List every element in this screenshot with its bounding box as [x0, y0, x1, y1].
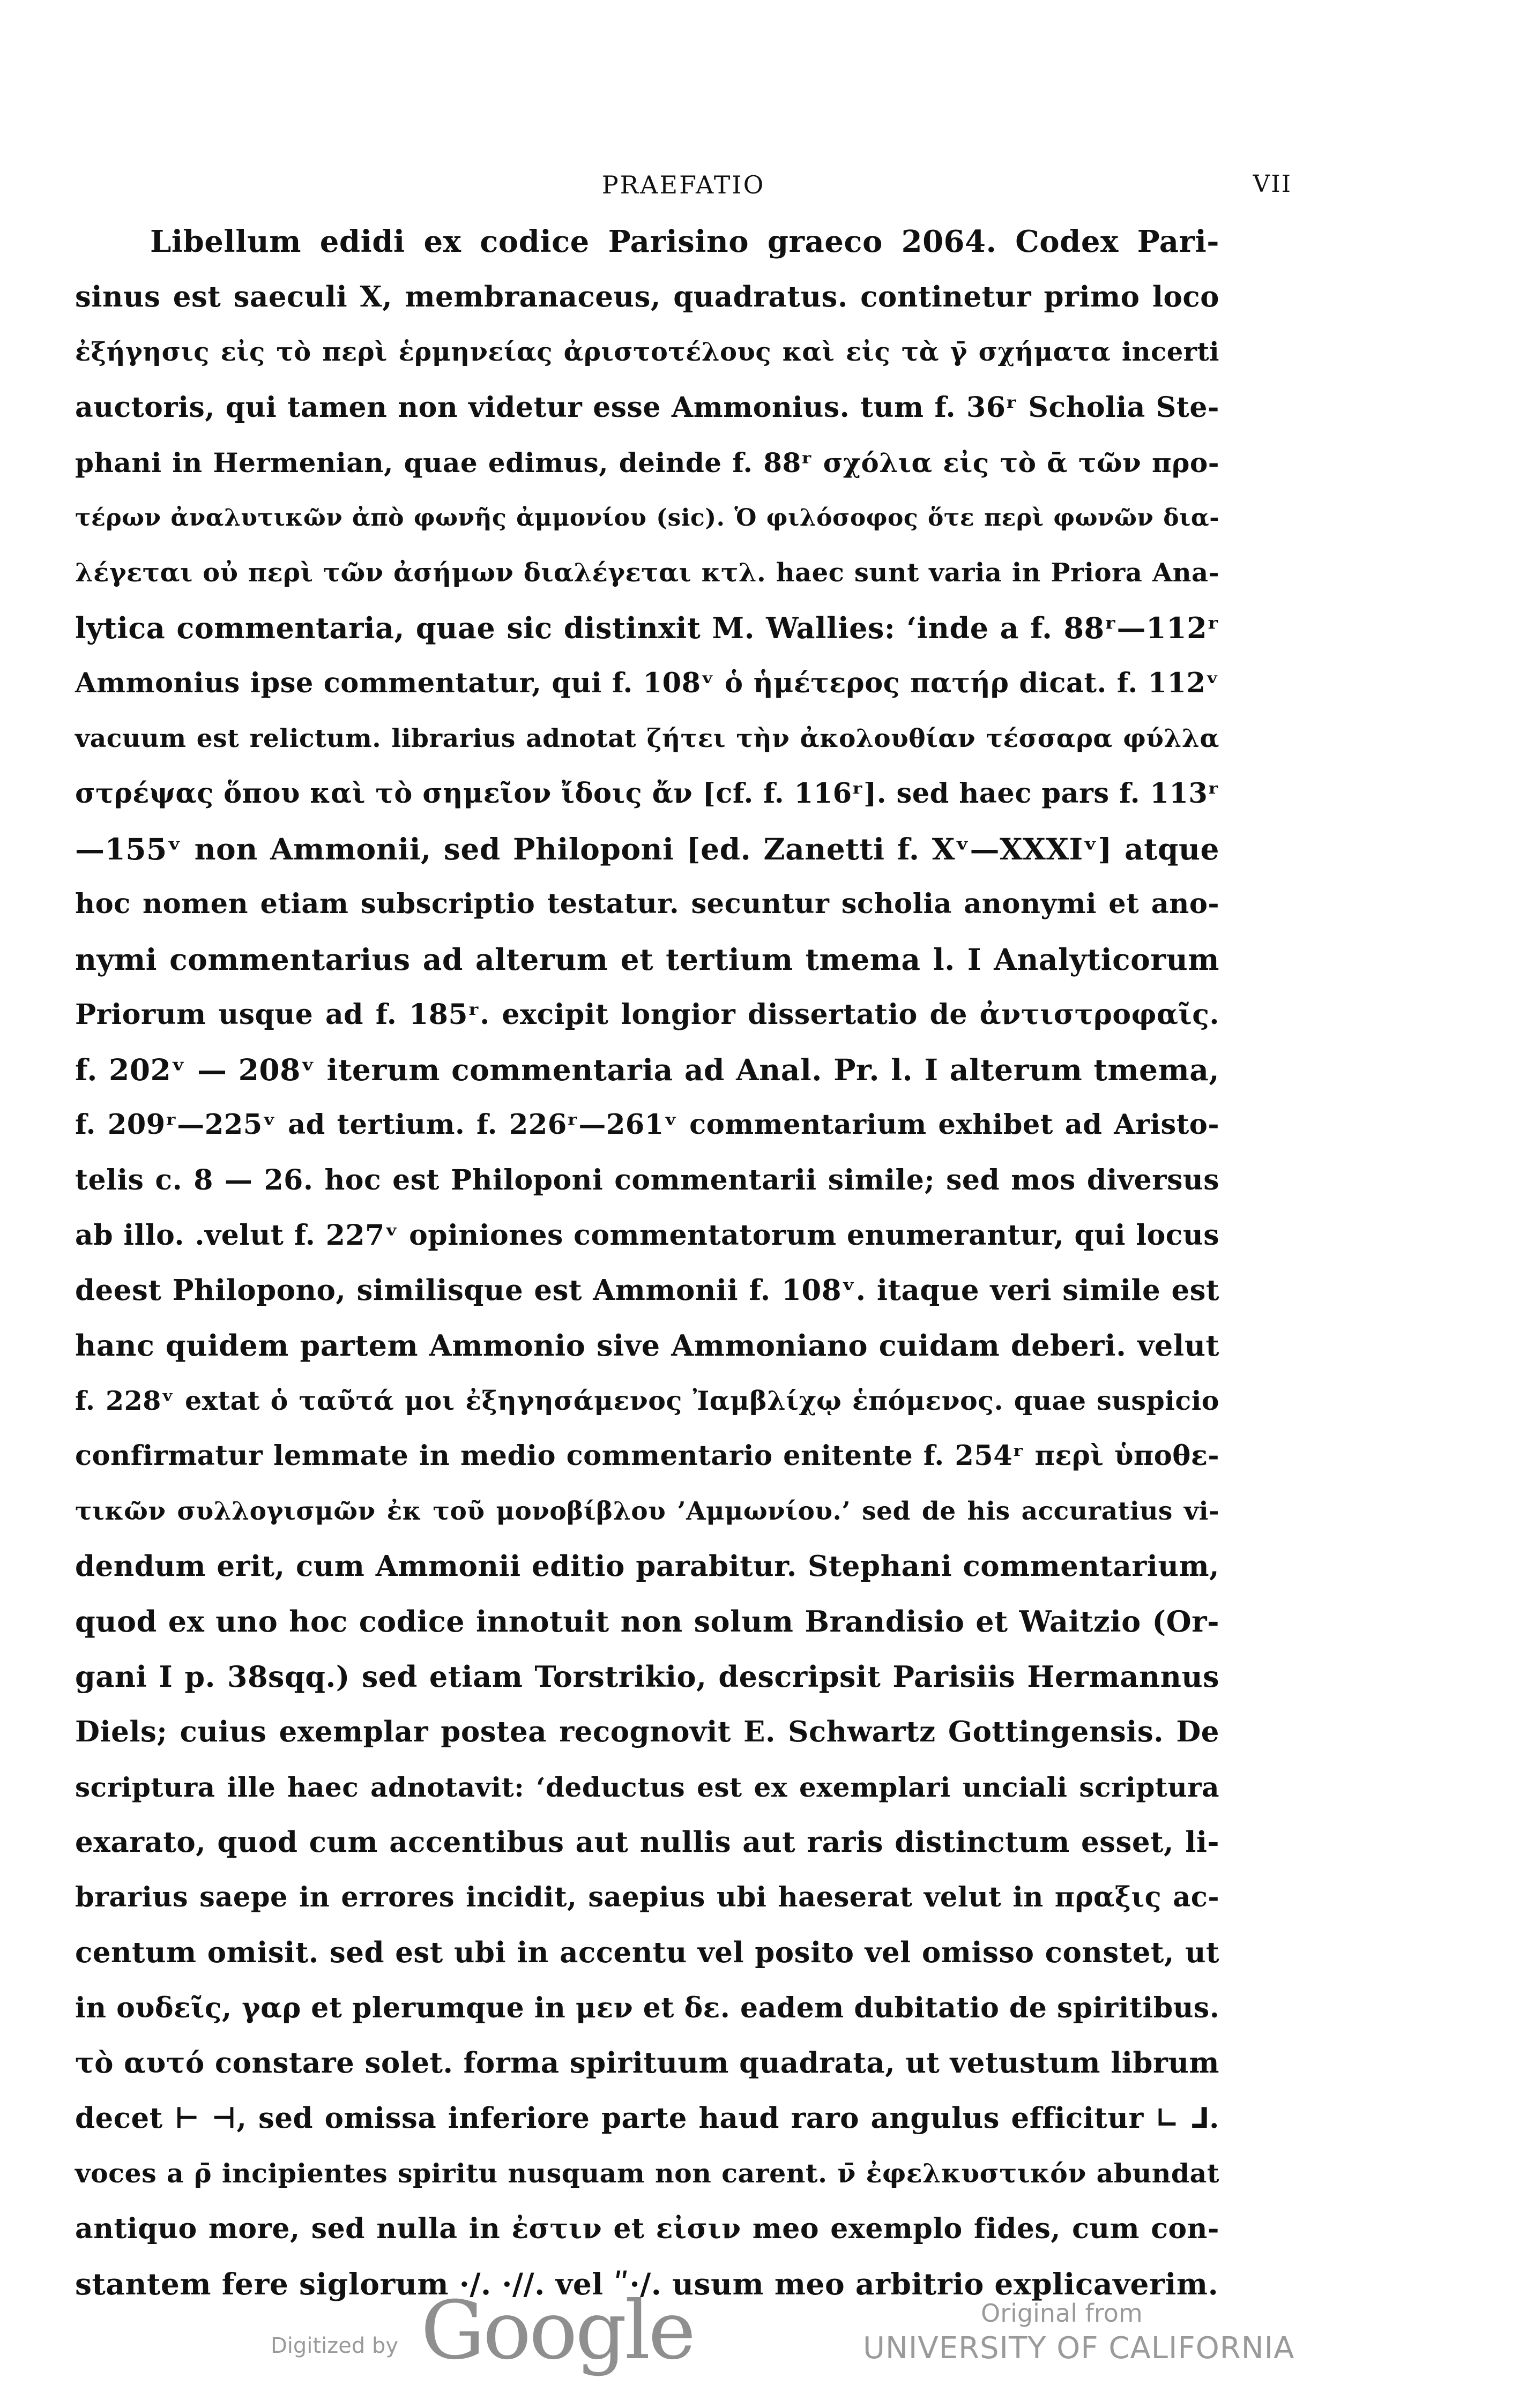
- text-line: ἐξήγησις εἰς τὸ περὶ ἑρμηνείας ἀριστοτέλους καὶ εἰς τὰ γ̄ σχήματα incerti: [75, 337, 1219, 367]
- page-number: VII: [1253, 170, 1292, 198]
- text-line: τέρων ἀναλυτικῶν ἀπὸ φωνῆς ἀμμονίου (sic). Ὁ φιλόσοφος ὅτε περὶ φωνῶν δια-: [75, 504, 1219, 532]
- text-line: antiquo more, sed nulla in ἐστιν et εἰσιν meo exemplo fides, cum con-: [75, 2212, 1219, 2245]
- text-line: dendum erit, cum Ammonii editio parabitur. Stephani commentarium,: [75, 1550, 1219, 1583]
- text-line: brarius saepe in errores incidit, saepius ubi haeserat velut in πραξις ac-: [75, 1881, 1219, 1913]
- text-line: auctoris, qui tamen non videtur esse Ammonius. tum f. 36ʳ Scholia Ste-: [75, 391, 1219, 424]
- text-line: lytica commentaria, quae sic distinxit M. Wallies: ‘inde a f. 88ʳ—112ʳ: [75, 611, 1219, 645]
- text-line: hanc quidem partem Ammonio sive Ammoniano cuidam deberi. velut: [75, 1328, 1219, 1363]
- text-line: τὸ αυτό constare solet. forma spirituum quadrata, ut vetustum librum: [75, 2046, 1219, 2080]
- text-line: centum omisit. sed est ubi in accentu vel posito vel omisso constet, ut: [75, 1936, 1219, 1969]
- google-logo: Google: [421, 2284, 694, 2377]
- text-line: decet ⊢ ⊣, sed omissa inferiore parte haud raro angulus efficitur ∟ ⅃.: [75, 2102, 1219, 2135]
- text-line: in ουδεῖς, γαρ et plerumque in μεν et δε. eadem dubitatio de spiritibus.: [75, 1992, 1220, 2024]
- text-line: Ammonius ipse commentatur, qui f. 108ᵛ ὁ ἡμέτερος πατήρ dicat. f. 112ᵛ: [75, 667, 1219, 699]
- text-line: deest Philopono, similisque est Ammonii f. 108ᵛ. itaque veri simile est: [75, 1274, 1219, 1307]
- text-line: voces a ρ̄ incipientes spiritu nusquam non carent. ν̄ ἐφελκυστικόν abundat: [75, 2158, 1219, 2189]
- text-line: phani in Hermenian, quae edimus, deinde f. 88ʳ σχόλια εἰς τὸ ᾱ τῶν προ-: [75, 447, 1219, 478]
- text-line: λέγεται οὐ περὶ τῶν ἀσήμων διαλέγεται κτλ. haec sunt varia in Priora Ana-: [75, 558, 1219, 588]
- text-line: gani I p. 38sqq.) sed etiam Torstrikio, descripsit Parisiis Hermannus: [75, 1659, 1219, 1694]
- text-line: f. 202ᵛ — 208ᵛ iterum commentaria ad Anal. Pr. l. I alterum tmema,: [75, 1052, 1219, 1087]
- digitized-by-label: Digitized by: [271, 2334, 398, 2358]
- text-line: nymi commentarius ad alterum et tertium tmema l. I Analyticorum: [75, 942, 1219, 977]
- preface-body: [75, 214, 1219, 2312]
- text-line: ab illo. .velut f. 227ᵛ opiniones commentatorum enumerantur, qui locus: [75, 1219, 1219, 1252]
- text-line: Priorum usque ad f. 185ʳ. excipit longior dissertatio de ἀντιστροφαῖς.: [75, 998, 1219, 1031]
- text-line: Diels; cuius exemplar postea recognovit E. Schwartz Gottingensis. De: [75, 1715, 1219, 1748]
- text-line: vacuum est relictum. librarius adnotat ζήτει τὴν ἀκολουθίαν τέσσαρα φύλλα: [75, 724, 1219, 753]
- text-line: στρέψας ὅπου καὶ τὸ σημεῖον ἴδοις ἄν [cf. f. 116ʳ]. sed haec pars f. 113ʳ: [75, 777, 1219, 810]
- text-line: exarato, quod cum accentibus aut nullis aut raris distinctum esset, li-: [75, 1826, 1219, 1859]
- text-line: —155ᵛ non Ammonii, sed Philoponi [ed. Zanetti f. Xᵛ—XXXIᵛ] atque: [75, 832, 1219, 866]
- digitization-footer: [0, 2277, 1519, 2384]
- page-title: PRAEFATIO: [601, 170, 765, 199]
- text-line: confirmatur lemmate in medio commentario enitente f. 254ʳ περὶ ὑποθε-: [75, 1440, 1219, 1472]
- text-line: f. 228ᵛ extat ὁ ταῦτά μοι ἐξηγησάμενος Ἰαμβλίχῳ ἑπόμενος. quae suspicio: [75, 1385, 1219, 1416]
- text-line: sinus est saeculi X, membranaceus, quadratus. continetur primo loco: [75, 280, 1219, 313]
- text-line: stantem fere siglorum ·/. ·//. vel ʺ·/. usum meo arbitrio explicaverim.: [75, 2267, 1219, 2301]
- original-from-label: Original from: [981, 2299, 1143, 2328]
- text-line: τικῶν συλλογισμῶν ἐκ τοῦ μονοβίβλου ’Αμμωνίου.’ sed de his accuratius vi-: [75, 1497, 1219, 1526]
- text-line: Libellum edidi ex codice Parisino graeco 2064. Codex Pari-: [150, 224, 1219, 259]
- text-line: hoc nomen etiam subscriptio testatur. secuntur scholia anonymi et ano-: [75, 888, 1219, 920]
- text-line: quod ex uno hoc codice innotuit non solum Brandisio et Waitzio (Or-: [75, 1604, 1219, 1639]
- university-label: UNIVERSITY OF CALIFORNIA: [863, 2331, 1295, 2366]
- text-line: scriptura ille haec adnotavit: ‘deductus est ex exemplari unciali scriptura: [75, 1771, 1219, 1803]
- text-line: telis c. 8 — 26. hoc est Philoponi commentarii simile; sed mos diversus: [75, 1164, 1219, 1196]
- text-line: f. 209ʳ—225ᵛ ad tertium. f. 226ʳ—261ᵛ commentarium exhibet ad Aristo-: [75, 1109, 1219, 1141]
